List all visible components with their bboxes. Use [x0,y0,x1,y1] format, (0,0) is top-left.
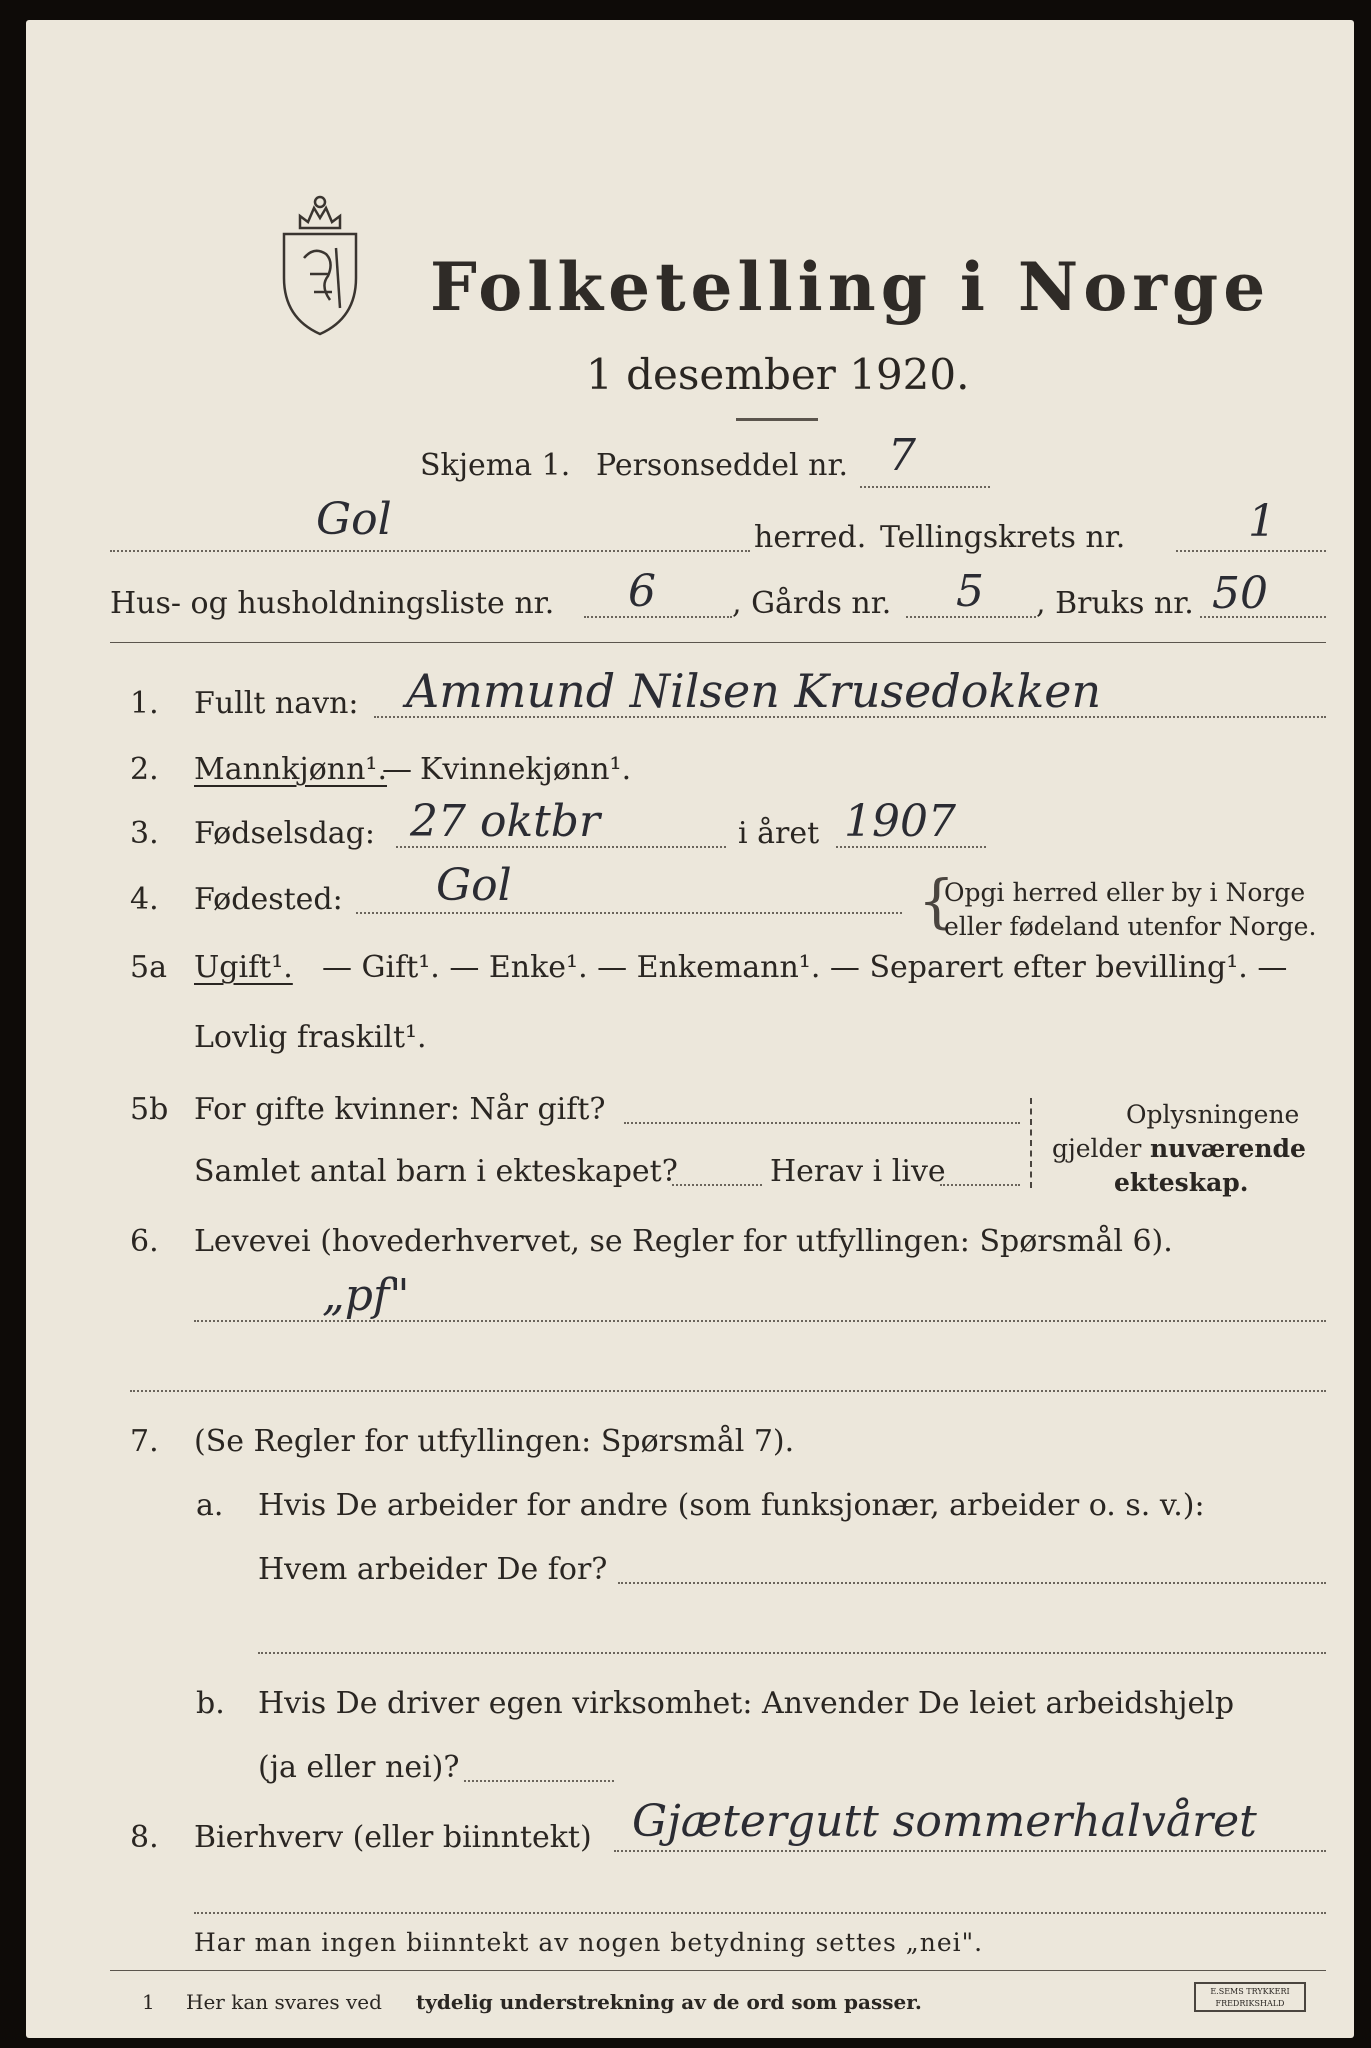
bruks-value[interactable]: 50 [1212,568,1268,619]
q6-number: 6. [130,1224,159,1259]
herred-value[interactable]: Gol [316,494,392,545]
q4-brace: { [918,867,955,935]
q6-label: Levevei (hovederhvervet, se Regler for utfyllingen: Spørsmål 6). [194,1224,1173,1259]
q1-number: 1. [130,686,159,721]
side-occupation-value[interactable]: Gjætergutt sommerhalvåret [632,1796,1257,1847]
q7b-line2: (ja eller nei)? [258,1750,460,1785]
q5a-options[interactable]: — Gift¹. — Enke¹. — Enkemann¹. — Separert efter bevilling¹. — [322,950,1288,985]
tellingskrets-label: Tellingskrets nr. [880,520,1126,555]
q8-label: Bierhverv (eller biinntekt) [194,1820,592,1855]
skjema-label: Skjema 1. [420,448,571,483]
ugift-option[interactable]: Ugift¹. [194,950,293,985]
herred-label: herred. [754,520,867,555]
q7-label: (Se Regler for utfyllingen: Spørsmål 7). [194,1424,795,1459]
q5b-children-label: Samlet antal barn i ekteskapet? [194,1154,678,1189]
q8-line [614,1850,1326,1852]
q5b-bracket [1030,1098,1035,1188]
hus-line [584,616,732,618]
q7b-number: b. [196,1686,225,1721]
gards-label: , Gårds nr. [732,586,892,621]
birthday-value[interactable]: 27 oktbr [410,796,601,847]
q5b-married-line [624,1122,1020,1124]
q2-number: 2. [130,752,159,787]
occupation-value[interactable]: „pf" [322,1270,410,1321]
footnote-mark: 1 [142,1990,155,2014]
q5b-note3: ekteskap. [1114,1168,1249,1197]
birthplace-value[interactable]: Gol [436,860,512,911]
personseddel-line [860,486,990,488]
census-form [26,20,1354,2038]
form-title: Folketelling i Norge [430,248,1271,326]
tellingskrets-value[interactable]: 1 [1248,496,1276,547]
footnote-rule [110,1970,1326,1971]
q7a-employer-line2 [258,1652,1326,1654]
q7-number: 7. [130,1424,159,1459]
q5b-alive-label: Herav i live [770,1154,946,1189]
q7a-line1: Hvis De arbeider for andre (som funksjonær, arbeider o. s. v.): [258,1488,1205,1523]
q7a-line2: Hvem arbeider De for? [258,1552,608,1587]
q5b-note2a: gjelder [1052,1134,1142,1163]
q4-note-line1: Opgi herred eller by i Norge [944,878,1306,907]
hus-value[interactable]: 6 [628,566,656,617]
note-nei: Har man ingen biinntekt av nogen betydning settes „nei". [194,1928,984,1957]
q1-label: Fullt navn: [194,686,359,721]
form-subtitle: 1 desember 1920. [586,350,970,399]
lovlig-fraskilt-option[interactable]: Lovlig fraskilt¹. [194,1020,427,1055]
q7b-answer-line [464,1780,614,1782]
year-label: i året [738,816,820,851]
q4-note-line2: eller fødeland utenfor Norge. [944,912,1317,941]
title-rule [736,418,818,421]
q5b-alive-line [940,1184,1020,1186]
personseddel-label: Personseddel nr. [596,448,849,483]
coat-of-arms-icon [270,188,370,338]
footnote-text-b: tydelig understrekning av de ord som passer. [416,1990,922,2014]
q3-label: Fødselsdag: [194,816,375,851]
q2-separator: — [382,752,412,787]
q4-number: 4. [130,882,159,917]
birth-year-value[interactable]: 1907 [844,796,956,847]
full-name-value[interactable]: Ammund Nilsen Krusedokken [406,664,1102,718]
q8-number: 8. [130,1820,159,1855]
q5b-line1: For gifte kvinner: Når gift? [194,1092,606,1127]
bruks-label: , Bruks nr. [1036,586,1194,621]
q7a-employer-line1 [618,1582,1326,1584]
q7b-line1: Hvis De driver egen virksomhet: Anvender De leiet arbeidshjelp [258,1686,1235,1721]
q5b-note2b: nuværende [1150,1134,1306,1163]
q5b-number: 5b [130,1092,169,1127]
footnote-text-a: Her kan svares ved [186,1990,382,2014]
q4-line [356,912,902,914]
q7a-number: a. [196,1488,224,1523]
q6-line1 [194,1320,1326,1322]
header-rule [110,642,1326,643]
q5b-children-line [672,1184,762,1186]
q5a-number: 5a [130,950,167,985]
q8-line2 [194,1912,1326,1914]
q5b-note1: Oplysningene [1126,1100,1300,1129]
herred-line [110,550,750,552]
gards-value[interactable]: 5 [956,566,984,617]
q6-line2 [130,1390,1326,1392]
personseddel-value[interactable]: 7 [888,430,916,481]
q4-label: Fødested: [194,882,343,917]
printer-stamp: E.SEMS TRYKKERI FREDRIKSHALD [1194,1982,1306,2012]
q3-number: 3. [130,816,159,851]
mannkjonn-option[interactable]: Mannkjønn¹. [194,752,387,787]
hus-label: Hus- og husholdningsliste nr. [110,586,555,621]
tellingskrets-line [1176,550,1326,552]
kvinnekjonn-option[interactable]: Kvinnekjønn¹. [420,752,632,787]
